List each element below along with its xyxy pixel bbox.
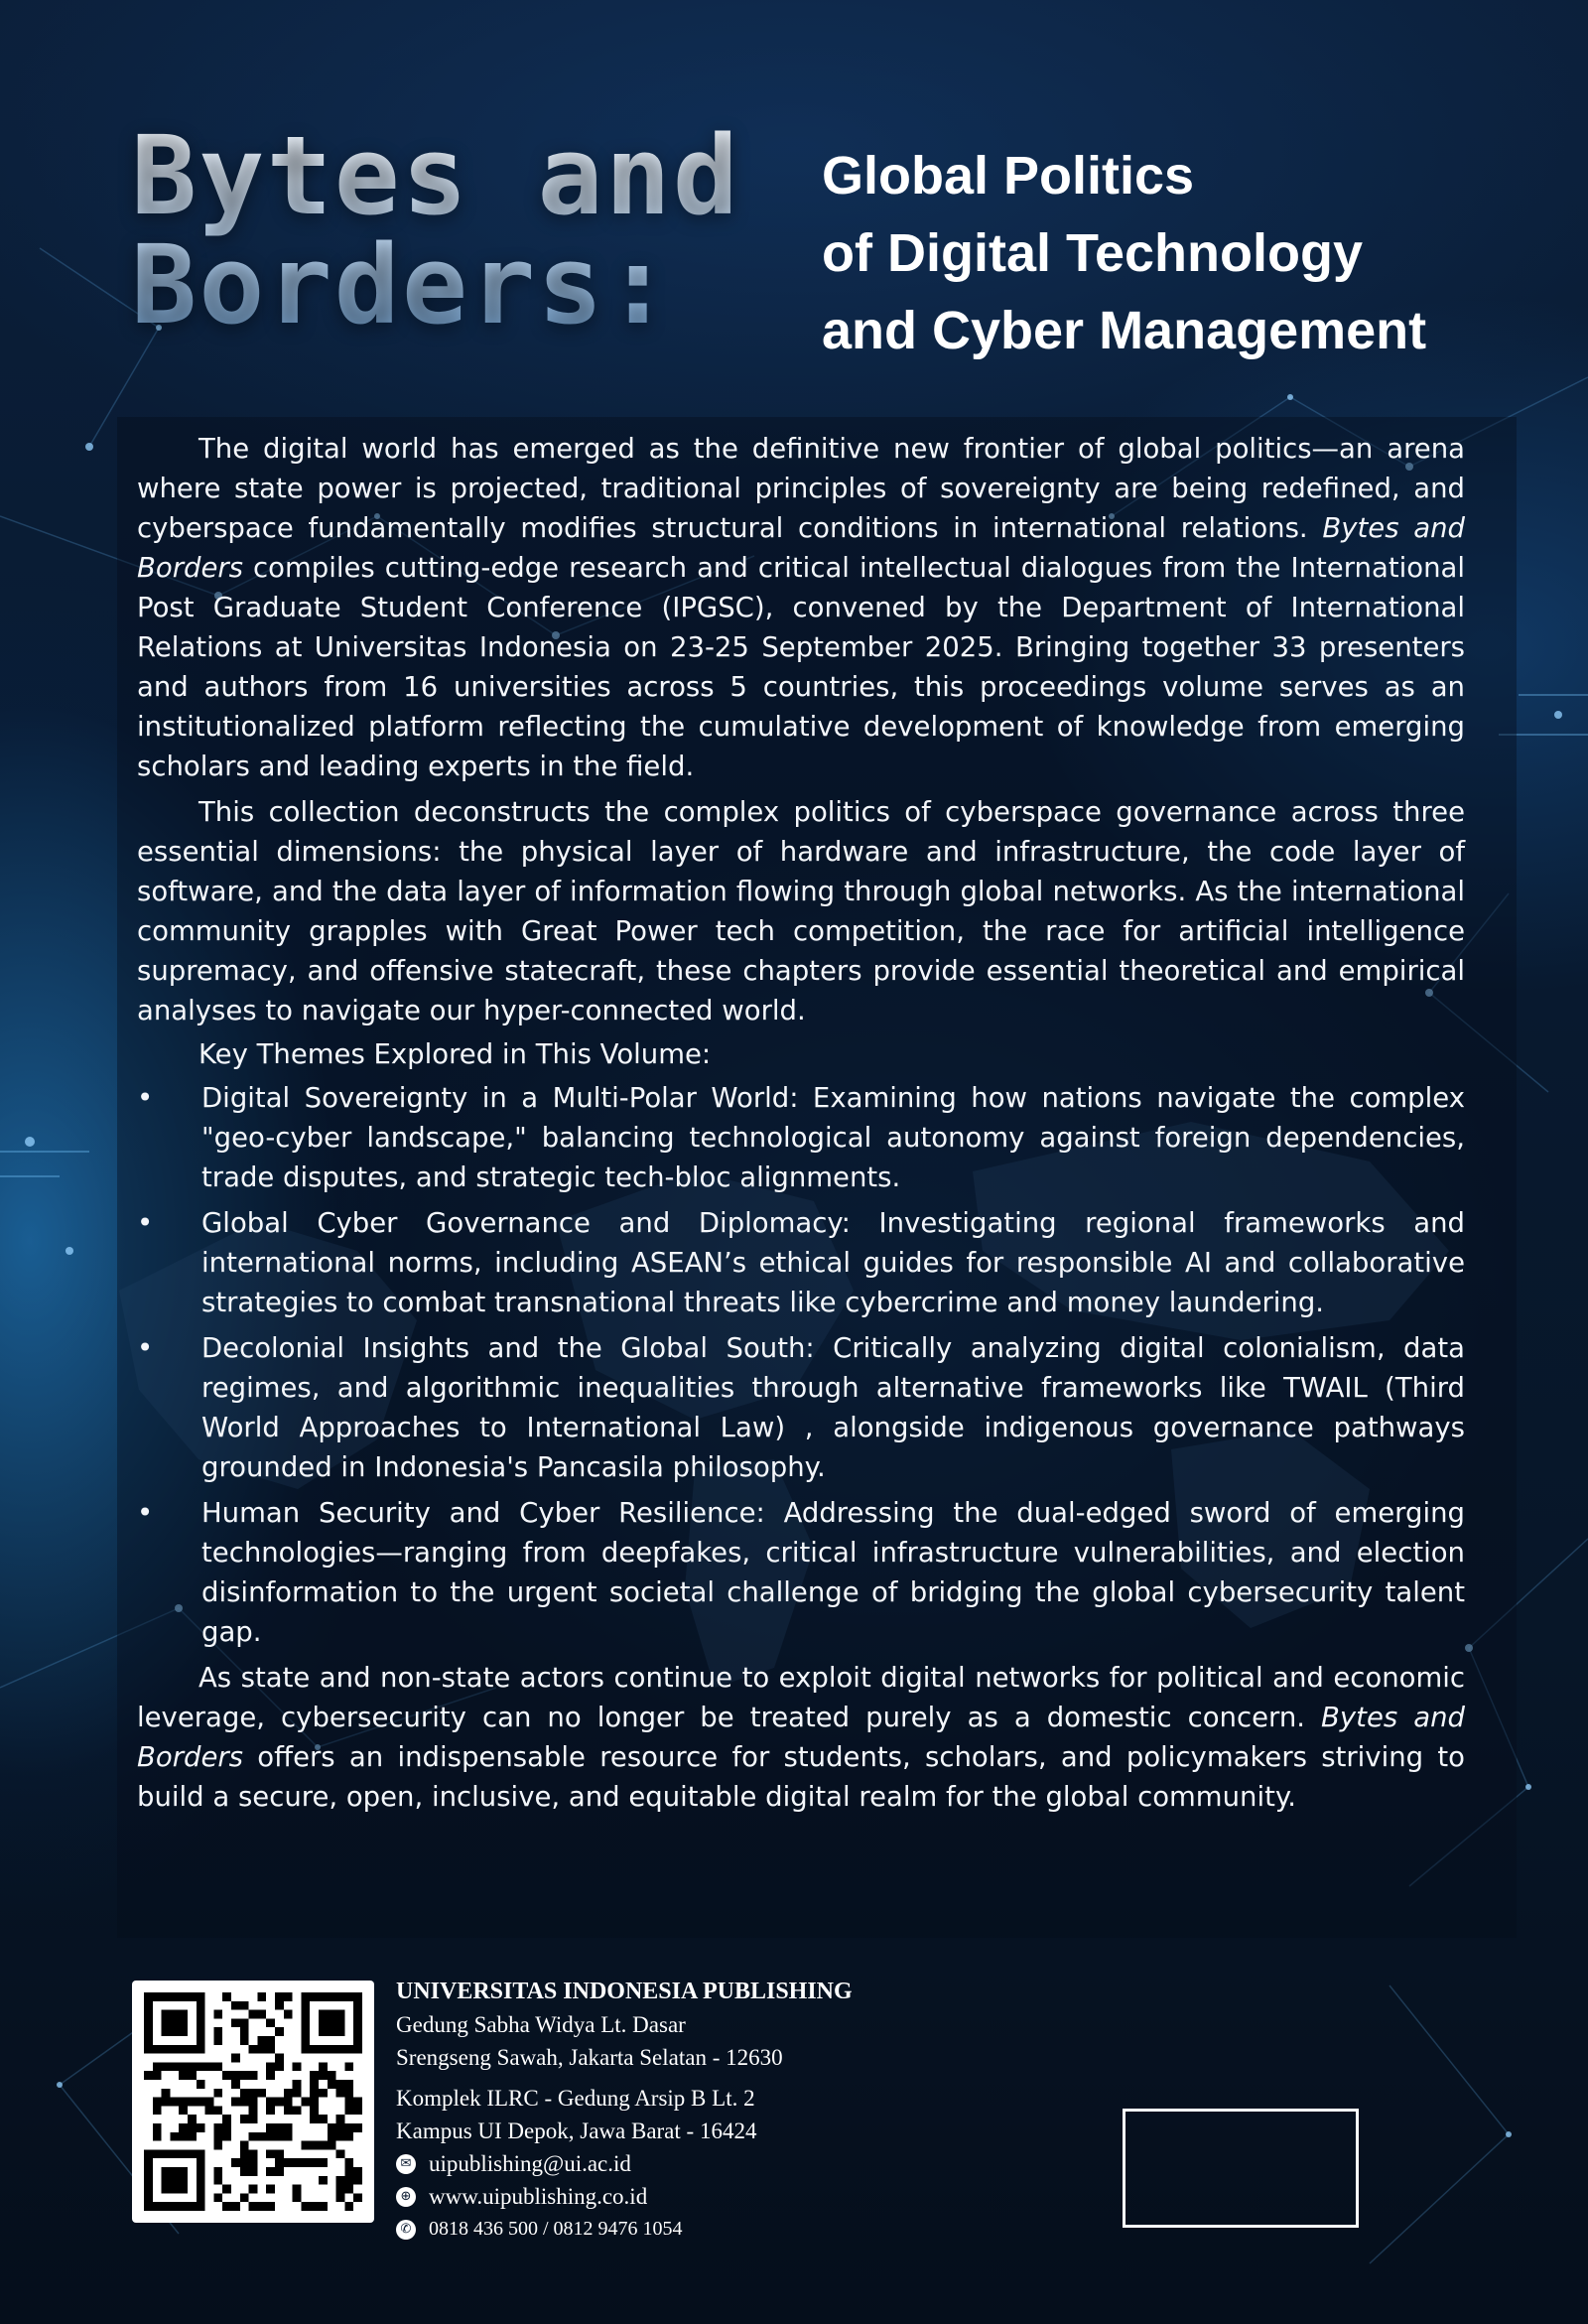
- paragraph-collection: This collection deconstructs the complex politics of cyberspace governance across three essential dimensions: the physical layer of hardware and infrastructure, the code layer of software, and the data layer of information flowing through global networks. As the international community grapples with Great Power tech competition, the race for artificial intelligence supremacy, and offensive statecraft, these chapters provide essential theoretical and empirical analyses to navigate our hyper-connected world.: [137, 796, 1465, 1026]
- whatsapp-icon: ✆: [396, 2220, 416, 2240]
- paragraph-intro-part-1: The digital world has emerged as the definitive new frontier of global politics—an arena where state power is projected, traditional principles of sovereignty are being redefined, and cyberspace fundamentally modifies structural conditions in international relations.: [137, 433, 1465, 544]
- bullet-icon: •: [137, 1082, 154, 1114]
- subtitle-line-1: Global Politics: [822, 146, 1195, 205]
- key-themes-list: [137, 1078, 1465, 1652]
- qr-code[interactable]: [132, 1981, 374, 2223]
- address-1-line-2: Srengseng Sawah, Jakarta Selatan - 12630: [396, 2045, 783, 2070]
- blurb: [137, 429, 1465, 1823]
- paragraph-intro: [137, 429, 1465, 786]
- book-title-italic: Bytes and Borders: [137, 1702, 1465, 1773]
- subtitle-line-2: of Digital Technology: [822, 223, 1363, 283]
- publisher-info: [396, 1976, 952, 2246]
- list-item: [137, 1328, 1465, 1487]
- key-themes-heading: Key Themes Explored in This Volume:: [198, 1038, 712, 1070]
- list-item: [137, 1203, 1465, 1322]
- bullet-icon: •: [137, 1332, 154, 1364]
- envelope-icon: ✉: [396, 2154, 416, 2174]
- paragraph-conclusion-part-2: offers an indispensable resource for students, scholars, and policymakers striving to build a secure, open, inclusive, and equitable digital realm for the global community.: [137, 1741, 1465, 1813]
- subtitle: [822, 137, 1517, 369]
- paragraph-conclusion: [137, 1658, 1465, 1817]
- barcode-placeholder-box: [1123, 2109, 1359, 2228]
- paragraph-conclusion-part-1: As state and non-state actors continue to exploit digital networks for political and economic leverage, cybersecurity can no longer be treated purely as a domestic concern.: [137, 1662, 1465, 1733]
- bullet-icon: •: [137, 1207, 154, 1239]
- bullet-icon: •: [137, 1497, 154, 1529]
- phone-text: 0818 436 500 / 0812 9476 1054: [429, 2218, 683, 2240]
- email-text[interactable]: uipublishing@ui.ac.id: [429, 2151, 631, 2176]
- email-contact[interactable]: [396, 2147, 952, 2180]
- website-text[interactable]: www.uipublishing.co.id: [429, 2184, 648, 2209]
- website-contact[interactable]: [396, 2180, 952, 2213]
- main-title-line-2: Borders:: [131, 221, 673, 348]
- list-item-text: Human Security and Cyber Resilience: Addressing the dual-edged sword of emerging technologies—ranging from deepfakes, critical infrastructure vulnerabilities, and election disinformation to the urgent societal challenge of bridging the global cybersecurity talent gap.: [201, 1497, 1465, 1648]
- publisher-name: UNIVERSITAS INDONESIA PUBLISHING: [396, 1979, 853, 2004]
- list-item: [137, 1078, 1465, 1197]
- list-item: [137, 1493, 1465, 1652]
- list-item-text: Global Cyber Governance and Diplomacy: Investigating regional frameworks and international norms, including ASEAN’s ethical guides for responsible AI and collaborative strategies to combat transnational threats like cybercrime and money laundering.: [201, 1207, 1465, 1318]
- globe-icon: ⊕: [396, 2187, 416, 2207]
- paragraph-intro-part-2: compiles cutting-edge research and critical intellectual dialogues from the International Post Graduate Student Conference (IPGSC), convened by the Department of International Relations at Universitas Indonesia on 23-25 September 2025. Bringing together 33 presenters and authors from 16 universities across 5 countries, this proceedings volume serves as an institutionalized platform reflecting the cumulative development of knowledge from emerging scholars and leading experts in the field.: [137, 552, 1465, 782]
- address-2-line-2: Kampus UI Depok, Jawa Barat - 16424: [396, 2119, 757, 2143]
- main-title: [131, 112, 806, 348]
- subtitle-line-3: and Cyber Management: [822, 301, 1427, 360]
- list-item-text: Decolonial Insights and the Global South: Critically analyzing digital colonialism, data regimes, and algorithmic inequalities through alternative frameworks like TWAIL (Third World Approaches to International Law) , alongside indigenous governance pathways grounded in Indonesia's Pancasila philosophy.: [201, 1332, 1465, 1483]
- address-2-line-1: Komplek ILRC - Gedung Arsip B Lt. 2: [396, 2086, 755, 2111]
- main-title-line-1: Bytes and: [131, 112, 741, 239]
- list-item-text: Digital Sovereignty in a Multi-Polar World: Examining how nations navigate the complex "geo-cyber landscape," balancing technological autonomy against foreign dependencies, trade disputes, and strategic tech-bloc alignments.: [201, 1082, 1465, 1193]
- phone-contact: [396, 2213, 952, 2246]
- book-title-italic: Bytes and Borders: [137, 512, 1465, 584]
- address-1-line-1: Gedung Sabha Widya Lt. Dasar: [396, 2012, 686, 2037]
